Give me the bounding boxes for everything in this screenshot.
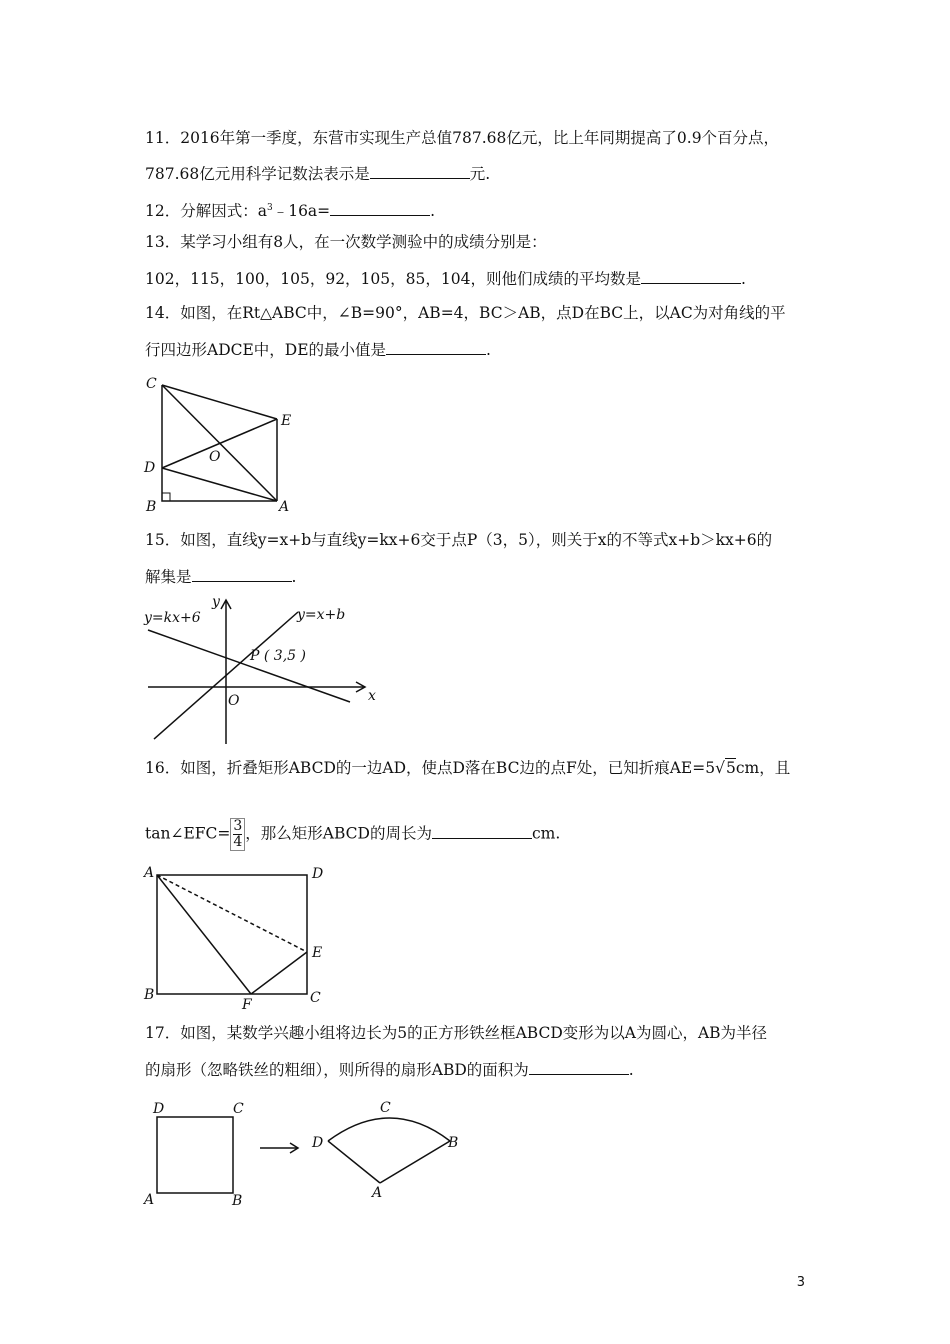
label-B: B: [144, 987, 155, 1003]
q17-end: .: [628, 1061, 634, 1079]
label-A: A: [144, 865, 155, 881]
fraction: [230, 818, 245, 851]
answer-blank[interactable]: [386, 340, 486, 355]
sector-label-C: C: [380, 1100, 391, 1116]
q14-line2: [145, 339, 491, 361]
label-A: A: [279, 499, 290, 515]
q13-line1: 13．某学习小组有8人，在一次数学测验中的成绩分别是：: [145, 233, 547, 251]
answer-blank[interactable]: [192, 567, 292, 582]
q15-line1: 15．如图，直线y=x+b与直线y=kx+6交于点P（3，5），则关于x的不等式x+b＞kx+6的: [145, 531, 773, 549]
q16-figure: [140, 860, 340, 1012]
fraction-numerator: 3: [233, 818, 243, 834]
sqrt-expression: √5: [715, 759, 736, 777]
q11-line1: 11．2016年第一季度，东营市实现生产总值787.68亿元，比上年同期提高了0.9个百分点，: [145, 129, 780, 147]
q11-line2: [145, 163, 490, 185]
q16-text2: ，那么矩形ABCD的周长为: [245, 824, 432, 843]
q14-line1: 14．如图，在Rt△ABC中，∠B=90°，AB=4，BC＞AB，点D在BC上，以AC为对角线的平: [145, 304, 786, 322]
sqrt-radicand: 5: [725, 759, 736, 777]
answer-blank[interactable]: [330, 201, 430, 216]
fraction-denominator: 4: [233, 834, 243, 850]
q16-text: 16．如图，折叠矩形ABCD的一边AD，使点D落在BC边的点F处，已知折痕AE=5: [145, 759, 716, 777]
label-E: E: [281, 413, 292, 429]
q13-end: .: [740, 270, 746, 288]
q11-end: 元.: [469, 165, 491, 183]
q17-text: 的扇形（忽略铁丝的粗细），则所得的扇形ABD的面积为: [145, 1061, 529, 1079]
answer-blank[interactable]: [370, 164, 470, 179]
q16-end: cm.: [531, 824, 561, 843]
label-C: C: [310, 990, 321, 1006]
q15-end: .: [291, 568, 297, 586]
label-E: E: [312, 945, 323, 961]
label-C: C: [146, 376, 157, 392]
axis-x-label: x: [368, 688, 376, 704]
origin-label: O: [228, 693, 240, 709]
square-label-D: D: [153, 1101, 165, 1117]
q12-line: [145, 197, 435, 222]
label-D: D: [312, 866, 324, 882]
line-xb-label: y=x+b: [297, 607, 346, 623]
q15-figure: [140, 592, 385, 747]
square-label-A: A: [144, 1192, 155, 1208]
q17-line1: 17．如图，某数学兴趣小组将边长为5的正方形铁丝框ABCD变形为以A为圆心，AB为半径: [145, 1024, 768, 1042]
sector-label-B: B: [448, 1135, 459, 1151]
square-label-B: B: [232, 1193, 243, 1209]
q16-tan: tan∠EFC=: [145, 824, 231, 843]
sector-label-D: D: [312, 1135, 324, 1151]
q12-expr: ﹣16a=: [272, 202, 331, 221]
q16-line2: [145, 818, 560, 851]
q16-text-end: cm，且: [735, 759, 791, 777]
point-p-label: P ( 3,5 ): [250, 648, 306, 664]
q12-text: 12．分解因式：a: [145, 202, 267, 221]
q12-end: .: [430, 202, 436, 221]
label-O: O: [209, 449, 221, 465]
label-B: B: [146, 499, 157, 515]
sector-label-A: A: [372, 1185, 383, 1201]
q15-text: 解集是: [145, 568, 192, 586]
q15-line2: [145, 566, 296, 588]
q17-figure: [140, 1095, 470, 1210]
axis-y-label: y: [212, 594, 220, 610]
label-D: D: [144, 460, 156, 476]
page-number: 3: [796, 1275, 805, 1290]
answer-blank[interactable]: [432, 824, 532, 839]
q17-line2: [145, 1059, 634, 1081]
q14-figure: [140, 373, 300, 515]
q13-line2: [145, 268, 746, 290]
q13-text: 102，115，100，105，92，105，85，104，则他们成绩的平均数是: [145, 270, 641, 288]
q14-end: .: [486, 341, 491, 359]
answer-blank[interactable]: [529, 1060, 629, 1075]
q12-exponent: 3: [266, 203, 273, 213]
line-kx6-label: y=kx+6: [144, 610, 201, 626]
square-label-C: C: [233, 1101, 244, 1117]
label-F: F: [242, 997, 252, 1012]
q14-text: 行四边形ADCE中，DE的最小值是: [145, 341, 387, 359]
answer-blank[interactable]: [641, 269, 741, 284]
q11-text: 787.68亿元用科学记数法表示是: [145, 165, 370, 183]
q16-line1: [145, 757, 790, 779]
